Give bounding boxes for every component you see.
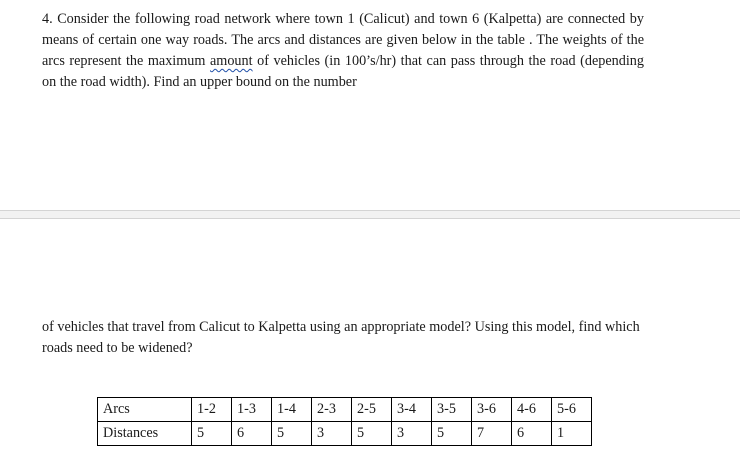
distance-cell: 5 [272, 422, 312, 446]
distance-cell: 5 [432, 422, 472, 446]
distance-cell: 5 [192, 422, 232, 446]
distance-cell: 3 [392, 422, 432, 446]
distance-cell: 7 [472, 422, 512, 446]
row-label: Distances [98, 422, 192, 446]
arc-cell: 1-3 [232, 398, 272, 422]
distance-cell: 5 [352, 422, 392, 446]
distance-cell: 6 [232, 422, 272, 446]
distance-cell: 1 [552, 422, 592, 446]
distance-cell: 3 [312, 422, 352, 446]
arc-cell: 4-6 [512, 398, 552, 422]
distances-row [98, 422, 592, 446]
arc-cell: 3-4 [392, 398, 432, 422]
arc-cell: 1-4 [272, 398, 312, 422]
arc-cell: 1-2 [192, 398, 232, 422]
question-text-part-1 [42, 9, 644, 93]
arc-cell: 5-6 [552, 398, 592, 422]
arc-cell: 3-6 [472, 398, 512, 422]
spellcheck-underlined-word: amount [209, 53, 253, 69]
distance-cell: 6 [512, 422, 552, 446]
arc-cell: 2-5 [352, 398, 392, 422]
question-text-head: 4. Consider the following road network where town 1 (Calicut) and town 6 (Kalpetta) are connected by means of certain one way roads. The arcs and distances are given below in the table . The weights of the arcs represent the maximum [42, 11, 644, 69]
page-break [0, 210, 740, 219]
arcs-distances-table [97, 397, 592, 446]
arc-cell: 2-3 [312, 398, 352, 422]
question-text-part-2: of vehicles that travel from Calicut to Kalpetta using an appropriate model? Using this model, find which roads need to be widened? [42, 319, 640, 356]
question-text-tail: of vehicles (in 100’s/hr) that can pass through the road (depending on the road width). Find an upper bound on the number [42, 53, 644, 90]
row-label: Arcs [98, 398, 192, 422]
arc-cell: 3-5 [432, 398, 472, 422]
arcs-row [98, 398, 592, 422]
